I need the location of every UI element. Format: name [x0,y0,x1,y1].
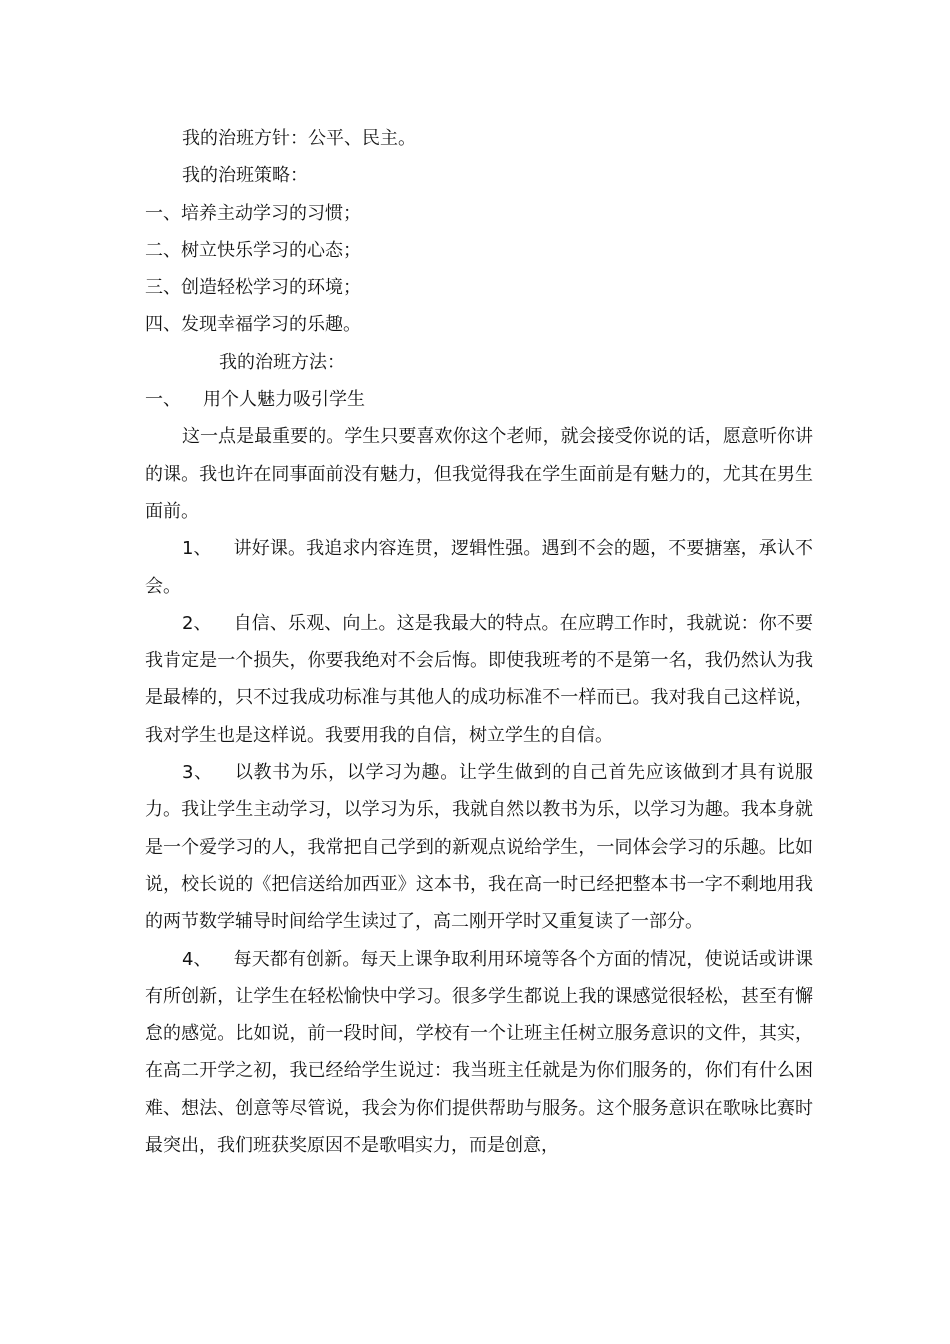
strategy-item-3: 三、创造轻松学习的环境； [145,277,361,299]
item-text: 以教书为乐，以学习为趣。让学生做到的自己首先应该做到才具有说服力。我让学生主动学习，以学习为乐，我就自然以教书为乐，以学习为趣。我本身就是一个爱学习的人，我常把自己学到的新观点说给学生，一同体会学习的乐趣。比如说，校长说的《把信送给加西亚》这本书，我在高一时已经把整本书一字不剩地用我的两节数学辅导时间给学生读过了，高二刚开学时又重复读了一部分。 [145,762,814,933]
item-text: 每天都有创新。每天上课争取利用环境等各个方面的情况，使说话或讲课有所创新，让学生在轻松愉快中学习。很多学生都说上我的课感觉很轻松，甚至有懈怠的感觉。比如说，前一段时间，学校有一个让班主任树立服务意识的文件，其实，在高二开学之初，我已经给学生说过：我当班主任就是为你们服务的，你们有什么困难、想法、创意等尽管说，我会为你们提供帮助与服务。这个服务意识在歌咏比赛时最突出，我们班获奖原因不是歌唱实力，而是创意， [145,948,814,1157]
policy-line: 我的治班方针：公平、民主。 [182,128,416,149]
strategy-item-2: 二、树立快乐学习的心态； [145,239,361,261]
item-text: 自信、乐观、向上。这是我最大的特点。在应聘工作时，我就说：你不要我肯定是一个损失，你要我绝对不会后悔。即使我班考的不是第一名，我仍然认为我是最棒的，只不过我成功标准与其他人的成功标准不一样而已。我对我自己这样说，我对学生也是这样说。我要用我的自信，树立学生的自信。 [145,612,814,746]
item-text: 讲好课。我追求内容连贯，逻辑性强。遇到不会的题，不要搪塞，承认不会。 [145,538,814,597]
method-item-1 [145,530,813,605]
methods-title: 我的治班方法： [219,351,345,373]
intro-paragraph: 这一点是最重要的。学生只要喜欢你这个老师，就会接受你说的话，愿意听你讲的课。我也许在同事面前没有魅力，但我觉得我在学生面前是有魅力的，尤其在男生面前。 [145,426,813,522]
section-number: 一、 [145,389,181,411]
item-number: 2、 [182,612,212,634]
strategy-item-1: 一、培养主动学习的习惯； [145,202,361,224]
section-title: 用个人魅力吸引学生 [203,389,365,411]
strategy-item-4: 四、发现幸福学习的乐趣。 [145,314,361,336]
section-heading [145,381,813,418]
item-number: 3、 [182,762,213,784]
item-number: 1、 [182,538,212,560]
strategy-title: 我的治班策略： [182,165,308,187]
method-item-4 [145,941,813,1165]
item-number: 4、 [182,948,212,970]
method-item-2 [145,605,813,754]
method-item-3 [145,754,813,940]
document-body [145,120,813,1164]
